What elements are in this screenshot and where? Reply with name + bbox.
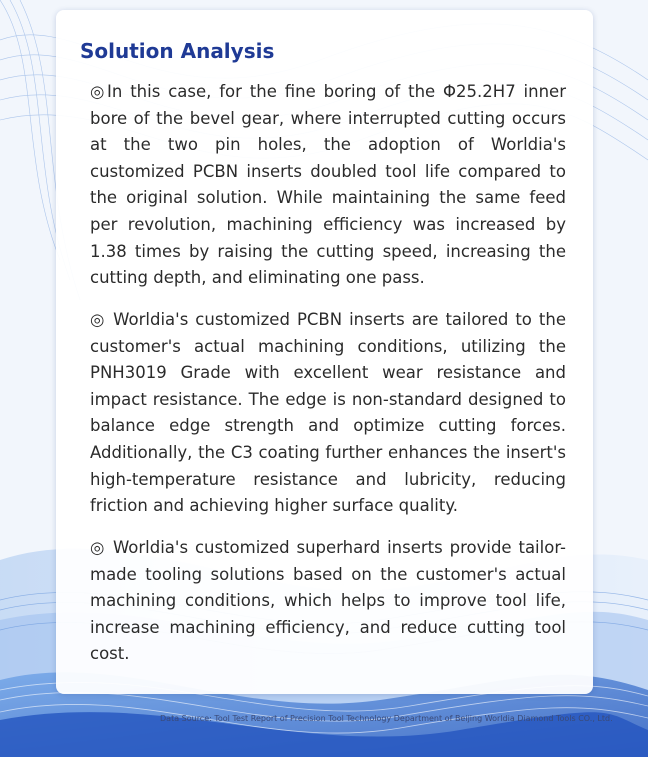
- content-card: [56, 10, 593, 694]
- paragraph-solutions: ◎ Worldia's customized superhard inserts provide tailor-made tooling solutions based on the customer's actual machining conditions, which helps to improve tool life, increase machining efficiency, and reduce cutting tool cost.: [90, 538, 566, 664]
- data-source-note: Data Source: Tool Test Report of Precision Tool Technology Department of Beijing Worldia Diamond Tools CO., Ltd.: [160, 714, 613, 723]
- section-title: Solution Analysis: [80, 39, 275, 63]
- paragraph-case: ◎In this case, for the fine boring of the Φ25.2H7 inner bore of the bevel gear, where interrupted cutting occurs at the two pin holes, the adoption of Worldia's customized PCBN inserts doubled tool life compared to the original solution. While maintaining the same feed per revolution, machining efficiency was increased by 1.38 times by raising the cutting speed, increasing the cutting depth, and eliminating one pass.: [90, 82, 566, 288]
- paragraph-inserts: ◎ Worldia's customized PCBN inserts are tailored to the customer's actual machining conditions, utilizing the PNH3019 Grade with excellent wear resistance and impact resistance. The edge is non-standard designed to balance edge strength and optimize cutting forces. Additionally, the C3 coating further enhances the insert's high-temperature resistance and lubricity, reducing friction and achieving higher surface quality.: [90, 310, 566, 516]
